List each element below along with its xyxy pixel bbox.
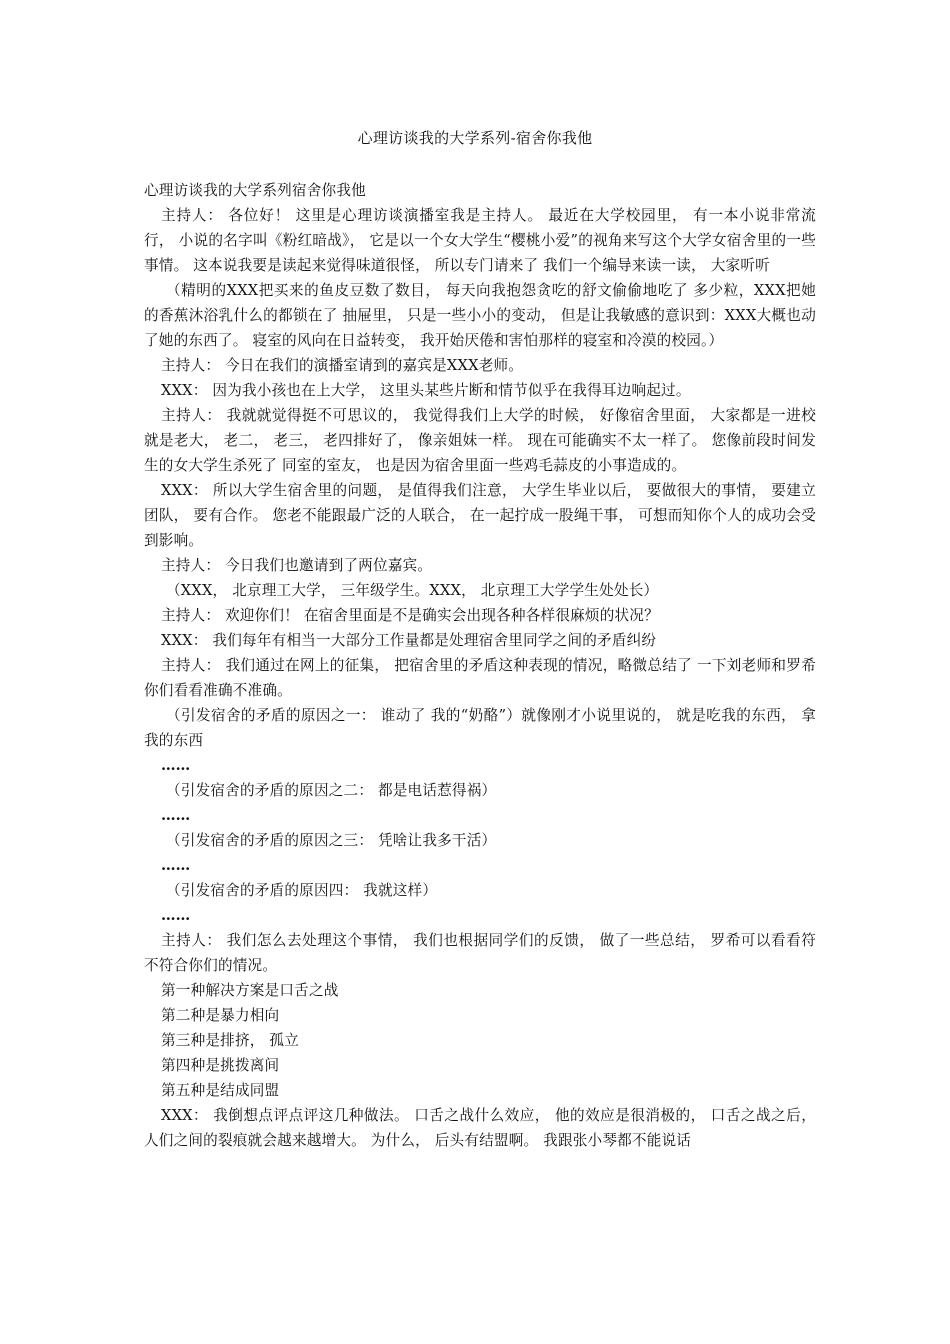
paragraph: 主持人： 我们通过在网上的征集， 把宿舍里的矛盾这种表现的情况，略微总结了 一下刘老师和罗希你们看看准确不准确。: [144, 657, 816, 699]
paragraph: （精明的XXX把买来的鱼皮豆数了数目， 每天向我抱怨贪吃的舒文偷偷地吃了 多少粒，XXX把她的香蕉沐浴乳什么的都锁在了 抽屉里， 只是一些小小的变动， 但是让我敏感的意识到：XXX大概也动了她的东西了。 寝室的风向在日益转变， 我开始厌倦和害怕那样的寝室和冷漠的校园。）: [144, 282, 816, 349]
paragraph: （引发宿舍的矛盾的原因之二： 都是电话惹得祸）: [166, 782, 497, 799]
paragraph: 主持人： 我们怎么去处理这个事情， 我们也根据同学们的反馈， 做了一些总结， 罗希可以看看符不符合你们的情况。: [144, 932, 816, 974]
paragraph: XXX： 因为我小孩也在上大学， 这里头某些片断和情节似乎在我得耳边响起过。: [161, 382, 691, 399]
ellipsis-line: ……: [161, 857, 191, 874]
paragraph: （引发宿舍的矛盾的原因四： 我就这样）: [166, 882, 438, 899]
paragraph: （引发宿舍的矛盾的原因之三： 凭啥让我多干活）: [166, 832, 497, 849]
paragraph: XXX： 我们每年有相当一大部分工作量都是处理宿舍里同学之间的矛盾纠纷: [161, 632, 657, 649]
paragraph: （XXX， 北京理工大学， 三年级学生。XXX， 北京理工大学学生处处长）: [166, 582, 659, 599]
paragraph: 第二种是暴力相向: [161, 1007, 280, 1024]
ellipsis-line: ……: [161, 807, 191, 824]
paragraph: 第一种解决方案是口舌之战: [161, 982, 339, 999]
ellipsis-line: ……: [161, 907, 191, 924]
paragraph: 第三种是排挤， 孤立: [161, 1032, 299, 1049]
paragraph: XXX： 我倒想点评点评这几种做法。 口舌之战什么效应， 他的效应是很消极的， 口舌之战之后， 人们之间的裂痕就会越来越增大。 为什么， 后头有结盟啊。 我跟张小琴都不能说话: [144, 1107, 816, 1149]
document-title: 心理访谈我的大学系列-宿舍你我他: [357, 129, 593, 147]
paragraph: XXX： 所以大学生宿舍里的问题， 是值得我们注意， 大学生毕业以后， 要做很大的事情， 要建立团队， 要有合作。 您老不能跟最广泛的人联合， 在一起拧成一股绳干事， 可想而知你个人的成功会受到影响。: [144, 482, 816, 549]
paragraph: 心理访谈我的大学系列宿舍你我他: [144, 182, 366, 199]
paragraph: 主持人： 我就就觉得挺不可思议的， 我觉得我们上大学的时候， 好像宿舍里面， 大家都是一进校就是老大， 老二， 老三， 老四排好了， 像亲姐妹一样。 现在可能确实不太一样了。 您像前段时间发生的女大学生杀死了 同室的室友， 也是因为宿舍里面一些鸡毛蒜皮的小事造成的。: [144, 407, 816, 474]
paragraph: 第四种是挑拨离间: [161, 1057, 280, 1074]
paragraph: 第五种是结成同盟: [161, 1082, 280, 1099]
paragraph: 主持人： 各位好！ 这里是心理访谈演播室我是主持人。 最近在大学校园里， 有一本小说非常流行， 小说的名字叫《粉红暗战》， 它是以一个女大学生“樱桃小爱”的视角来写这个大学女宿舍里的一些事情。 这本说我要是读起来觉得味道很怪， 所以专门请来了 我们一个编导来读一读， 大家听听: [144, 207, 816, 274]
ellipsis-line: ……: [161, 757, 191, 774]
document-body: [144, 178, 816, 1153]
paragraph: 主持人： 今日我们也邀请到了两位嘉宾。: [161, 557, 433, 574]
paragraph: （引发宿舍的矛盾的原因之一： 谁动了 我的“奶酪”）就像刚才小说里说的， 就是吃我的东西， 拿我的东西: [144, 707, 816, 749]
paragraph: 主持人： 今日在我们的演播室请到的嘉宾是XXX老师。: [161, 357, 524, 374]
paragraph: 主持人： 欢迎你们！ 在宿舍里面是不是确实会出现各种各样很麻烦的状况？: [161, 607, 659, 624]
